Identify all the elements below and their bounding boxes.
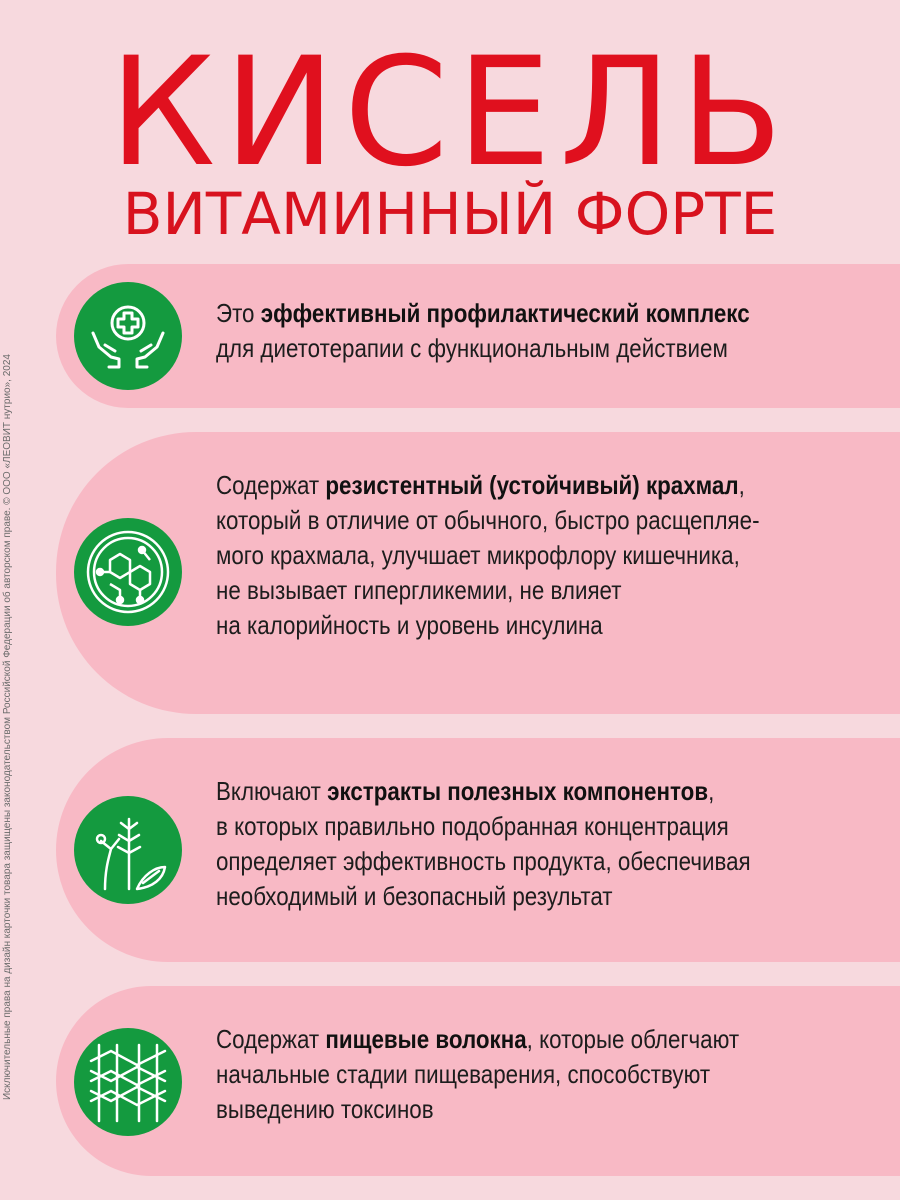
card-body: в которых правильно подобранная концентрация определяет эффективность продукта, обеспечивая необходимый и безопасный результат [216,811,751,911]
card-highlight: резистентный (устойчивый) крахмал [325,470,739,500]
product-title: КИСЕЛЬ [109,26,791,200]
benefit-card-fiber [56,986,900,1176]
card-lead: Включают [216,776,328,806]
benefit-card-starch [56,432,900,714]
benefit-card-prophylactic [56,264,900,408]
copyright-note: Исключительные права на дизайн карточки товара защищены законодательством Российской Федерации об авторском праве. © ООО «ЛЕОВИТ нутрио», 2024 [2,354,13,1100]
card-body: для диетотерапии с функциональным действием [216,333,728,363]
card-highlight: экстракты полезных компонентов [327,776,709,806]
card-lead: Содержат [216,1024,326,1054]
card-lead: Это [216,298,261,328]
fiber-weave-icon [74,1028,182,1136]
card-lead: Содержат [216,470,326,500]
card-lead-tail: , [738,470,745,500]
card-lead-tail: , которые облегчают [526,1024,740,1054]
card-highlight: пищевые волокна [325,1024,527,1054]
herbs-leaves-icon [74,796,182,904]
card-lead-tail: , [708,776,715,806]
card-body: который в отличие от обычного, быстро расщепляе- мого крахмала, улучшает микрофлору кишечника, не вызывает гипергликемии, не влияет на калорийность и уровень инсулина [216,505,760,640]
product-subtitle: ВИТАМИННЫЙ ФОРТЕ [122,180,778,248]
card-highlight: эффективный профилактический комплекс [260,298,750,328]
card-body: начальные стадии пищеварения, способствуют выведению токсинов [216,1059,711,1124]
benefit-card-extracts [56,738,900,962]
molecule-petri-icon [74,518,182,626]
care-hands-cross-icon [74,282,182,390]
